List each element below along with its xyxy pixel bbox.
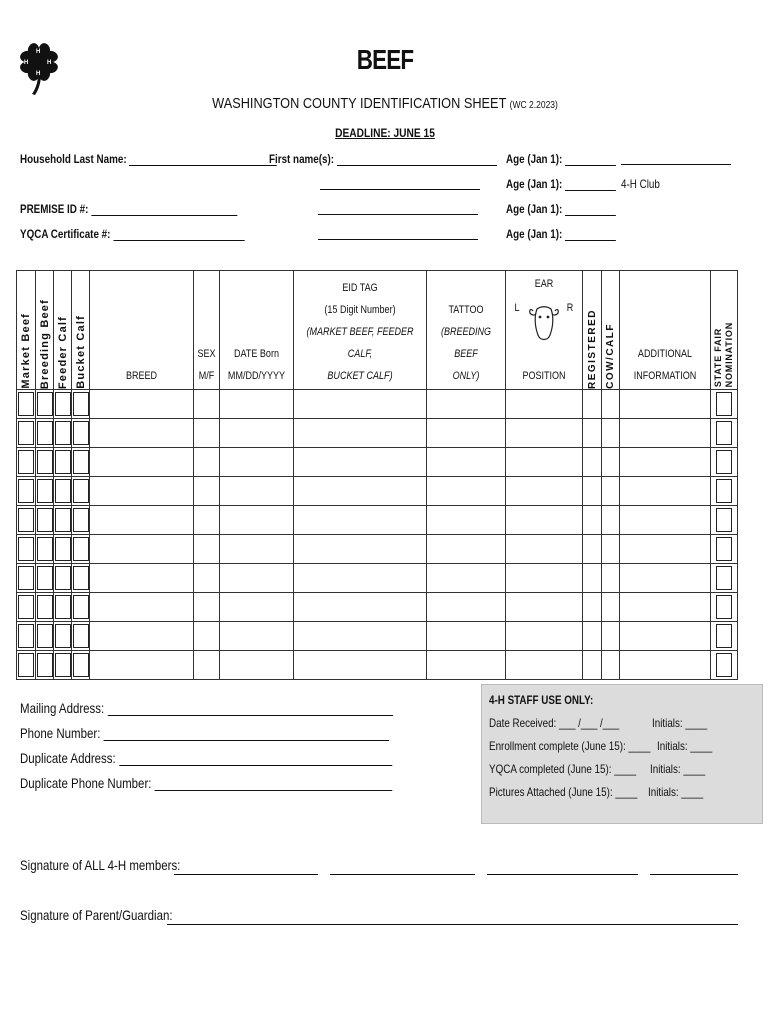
checkbox-cell[interactable]	[711, 419, 738, 448]
form-title: BEEF	[356, 44, 414, 75]
input-cell[interactable]	[220, 651, 294, 680]
checkbox[interactable]	[73, 566, 89, 590]
input-cell[interactable]	[220, 622, 294, 651]
checkbox-cell[interactable]	[54, 506, 72, 535]
input-cell[interactable]	[620, 419, 711, 448]
checkbox[interactable]	[55, 595, 71, 619]
col-cow-calf: COW/CALF	[602, 271, 620, 390]
checkbox-cell[interactable]	[72, 651, 90, 680]
input-cell[interactable]	[427, 477, 506, 506]
club-label: 4-H Club	[621, 177, 660, 191]
member-signature-line-2[interactable]	[330, 874, 475, 875]
input-cell[interactable]	[506, 622, 583, 651]
checkbox-cell[interactable]	[72, 506, 90, 535]
input-cell[interactable]	[294, 651, 427, 680]
input-cell[interactable]	[194, 448, 220, 477]
input-cell[interactable]	[294, 477, 427, 506]
first-name-line-4[interactable]	[318, 228, 478, 240]
age-field-3[interactable]: Age (Jan 1):	[506, 202, 616, 216]
checkbox-cell[interactable]	[54, 651, 72, 680]
first-names-field[interactable]: First name(s):	[269, 152, 497, 166]
checkbox[interactable]	[55, 392, 71, 416]
parent-signature-label: Signature of Parent/Guardian:	[20, 907, 173, 923]
parent-signature-line[interactable]	[167, 924, 738, 925]
checkbox-cell[interactable]	[36, 622, 54, 651]
input-cell[interactable]	[427, 651, 506, 680]
checkbox[interactable]	[73, 479, 89, 503]
checkbox[interactable]	[37, 653, 53, 677]
checkbox-cell[interactable]	[17, 593, 36, 622]
input-cell[interactable]	[90, 622, 194, 651]
duplicate-address-field[interactable]: Duplicate Address:	[20, 750, 392, 766]
svg-text:H: H	[24, 60, 29, 66]
four-h-clover-logo	[14, 38, 64, 96]
age-field-2[interactable]: Age (Jan 1):	[506, 177, 616, 191]
input-cell[interactable]	[294, 506, 427, 535]
input-cell[interactable]	[294, 593, 427, 622]
input-cell[interactable]	[602, 506, 620, 535]
checkbox[interactable]	[55, 421, 71, 445]
input-cell[interactable]	[194, 564, 220, 593]
checkbox[interactable]	[18, 450, 34, 474]
input-cell[interactable]	[506, 593, 583, 622]
initials-4: Initials: ____	[648, 785, 704, 799]
checkbox[interactable]	[37, 537, 53, 561]
state-fair-line-2: NOMINATION	[724, 321, 734, 387]
checkbox[interactable]	[55, 566, 71, 590]
svg-text:H: H	[36, 71, 41, 77]
input-cell[interactable]	[194, 419, 220, 448]
checkbox[interactable]	[37, 508, 53, 532]
checkbox[interactable]	[37, 595, 53, 619]
input-cell[interactable]	[427, 593, 506, 622]
input-cell[interactable]	[294, 535, 427, 564]
checkbox-cell[interactable]	[17, 477, 36, 506]
premise-id-field[interactable]: PREMISE ID #:	[20, 202, 237, 216]
checkbox-cell[interactable]	[711, 622, 738, 651]
input-cell[interactable]	[427, 506, 506, 535]
input-cell[interactable]	[583, 506, 602, 535]
checkbox-cell[interactable]	[72, 564, 90, 593]
table-row	[17, 622, 738, 651]
input-cell[interactable]	[506, 506, 583, 535]
input-cell[interactable]	[90, 419, 194, 448]
input-cell[interactable]	[220, 564, 294, 593]
cow-head-icon	[529, 305, 559, 351]
checkbox-cell[interactable]	[17, 535, 36, 564]
checkbox[interactable]	[73, 595, 89, 619]
checkbox[interactable]	[55, 624, 71, 648]
input-cell[interactable]	[220, 390, 294, 419]
member-signature-line-1[interactable]	[174, 874, 318, 875]
input-cell[interactable]	[194, 651, 220, 680]
col-tattoo: TATTOO (BREEDING BEEF ONLY)	[427, 271, 506, 390]
member-signature-line-3[interactable]	[487, 874, 638, 875]
checkbox[interactable]	[55, 479, 71, 503]
checkbox[interactable]	[18, 537, 34, 561]
checkbox-cell[interactable]	[36, 477, 54, 506]
col-sex: SEX M/F	[194, 271, 220, 390]
checkbox[interactable]	[73, 450, 89, 474]
checkbox-cell[interactable]	[36, 535, 54, 564]
checkbox-cell[interactable]	[54, 535, 72, 564]
checkbox-cell[interactable]	[17, 622, 36, 651]
input-cell[interactable]	[427, 419, 506, 448]
col-additional-info: ADDITIONAL INFORMATION	[620, 271, 711, 390]
checkbox-cell[interactable]	[711, 506, 738, 535]
checkbox[interactable]	[18, 421, 34, 445]
checkbox[interactable]	[37, 421, 53, 445]
ear-left-label: L	[514, 302, 520, 314]
input-cell[interactable]	[583, 651, 602, 680]
checkbox-cell[interactable]	[17, 419, 36, 448]
checkbox[interactable]	[716, 421, 732, 445]
checkbox-cell[interactable]	[711, 390, 738, 419]
input-cell[interactable]	[294, 419, 427, 448]
col-breeding-beef: Breeding Beef	[36, 271, 54, 390]
initials-3: Initials: ____	[650, 762, 706, 776]
input-cell[interactable]	[602, 419, 620, 448]
duplicate-phone-field[interactable]: Duplicate Phone Number:	[20, 775, 392, 791]
checkbox[interactable]	[37, 566, 53, 590]
input-cell[interactable]	[194, 593, 220, 622]
input-cell[interactable]	[90, 506, 194, 535]
checkbox[interactable]	[18, 392, 34, 416]
input-cell[interactable]	[620, 448, 711, 477]
input-cell[interactable]	[583, 593, 602, 622]
checkbox[interactable]	[73, 624, 89, 648]
table-row	[17, 593, 738, 622]
staff-use-box	[481, 684, 763, 824]
input-cell[interactable]	[294, 390, 427, 419]
checkbox-cell[interactable]	[36, 593, 54, 622]
checkbox[interactable]	[716, 595, 732, 619]
input-cell[interactable]	[194, 477, 220, 506]
input-cell[interactable]	[620, 622, 711, 651]
checkbox[interactable]	[716, 392, 732, 416]
table-row	[17, 506, 738, 535]
input-cell[interactable]	[90, 651, 194, 680]
checkbox-cell[interactable]	[36, 564, 54, 593]
checkbox-cell[interactable]	[711, 651, 738, 680]
mailing-address-field[interactable]: Mailing Address:	[20, 700, 393, 716]
checkbox[interactable]	[716, 508, 732, 532]
input-cell[interactable]	[620, 593, 711, 622]
checkbox-cell[interactable]	[36, 651, 54, 680]
form-subtitle: WASHINGTON COUNTY IDENTIFICATION SHEET (WC 2.2023)	[212, 95, 558, 112]
input-cell[interactable]	[220, 506, 294, 535]
household-last-name-field[interactable]: Household Last Name:	[20, 152, 277, 166]
input-cell[interactable]	[90, 390, 194, 419]
input-cell[interactable]	[194, 390, 220, 419]
col-state-fair: STATE FAIR NOMINATION	[711, 271, 738, 390]
checkbox[interactable]	[716, 450, 732, 474]
deadline: DEADLINE: JUNE 15	[335, 126, 435, 140]
checkbox-cell[interactable]	[36, 419, 54, 448]
input-cell[interactable]	[583, 622, 602, 651]
input-cell[interactable]	[583, 535, 602, 564]
checkbox[interactable]	[18, 595, 34, 619]
input-cell[interactable]	[294, 622, 427, 651]
input-cell[interactable]	[220, 593, 294, 622]
staff-title: 4-H STAFF USE ONLY:	[489, 693, 594, 707]
input-cell[interactable]	[90, 448, 194, 477]
input-cell[interactable]	[620, 535, 711, 564]
checkbox[interactable]	[73, 508, 89, 532]
table-row	[17, 477, 738, 506]
input-cell[interactable]	[427, 564, 506, 593]
date-received: Date Received: ___ /___ /___	[489, 716, 620, 730]
input-cell[interactable]	[602, 477, 620, 506]
checkbox-cell[interactable]	[54, 448, 72, 477]
checkbox-cell[interactable]	[711, 477, 738, 506]
checkbox[interactable]	[716, 479, 732, 503]
checkbox[interactable]	[55, 450, 71, 474]
input-cell[interactable]	[506, 564, 583, 593]
table-row	[17, 448, 738, 477]
checkbox-cell[interactable]	[36, 448, 54, 477]
checkbox[interactable]	[37, 450, 53, 474]
club-input-line[interactable]	[621, 153, 731, 165]
initials-2: Initials: ____	[657, 739, 713, 753]
input-cell[interactable]	[602, 651, 620, 680]
input-cell[interactable]	[620, 506, 711, 535]
col-market-beef: Market Beef	[17, 271, 36, 390]
input-cell[interactable]	[194, 535, 220, 564]
input-cell[interactable]	[294, 448, 427, 477]
checkbox[interactable]	[73, 537, 89, 561]
input-cell[interactable]	[506, 419, 583, 448]
input-cell[interactable]	[583, 448, 602, 477]
checkbox-cell[interactable]	[72, 622, 90, 651]
checkbox[interactable]	[55, 537, 71, 561]
input-cell[interactable]	[602, 390, 620, 419]
checkbox[interactable]	[73, 392, 89, 416]
input-cell[interactable]	[506, 477, 583, 506]
input-cell[interactable]	[506, 448, 583, 477]
checkbox[interactable]	[18, 653, 34, 677]
checkbox-cell[interactable]	[711, 593, 738, 622]
checkbox-cell[interactable]	[54, 622, 72, 651]
checkbox-cell[interactable]	[17, 390, 36, 419]
animal-table	[16, 270, 738, 680]
checkbox-cell[interactable]	[72, 390, 90, 419]
checkbox-cell[interactable]	[72, 535, 90, 564]
col-breed: BREED	[90, 271, 194, 390]
enrollment-complete: Enrollment complete (June 15): ____	[489, 739, 651, 753]
checkbox-cell[interactable]	[711, 448, 738, 477]
input-cell[interactable]	[506, 390, 583, 419]
input-cell[interactable]	[220, 419, 294, 448]
yqca-cert-field[interactable]: YQCA Certificate #:	[20, 227, 244, 241]
checkbox-cell[interactable]	[72, 419, 90, 448]
checkbox-cell[interactable]	[72, 477, 90, 506]
input-cell[interactable]	[620, 477, 711, 506]
input-cell[interactable]	[90, 593, 194, 622]
input-cell[interactable]	[602, 564, 620, 593]
input-cell[interactable]	[427, 390, 506, 419]
checkbox[interactable]	[37, 624, 53, 648]
checkbox-cell[interactable]	[36, 506, 54, 535]
input-cell[interactable]	[427, 448, 506, 477]
checkbox[interactable]	[73, 421, 89, 445]
phone-number-field[interactable]: Phone Number:	[20, 725, 389, 741]
input-cell[interactable]	[194, 506, 220, 535]
checkbox-cell[interactable]	[17, 651, 36, 680]
checkbox-cell[interactable]	[36, 390, 54, 419]
age-field-4[interactable]: Age (Jan 1):	[506, 227, 616, 241]
input-cell[interactable]	[583, 419, 602, 448]
checkbox[interactable]	[73, 653, 89, 677]
input-cell[interactable]	[506, 535, 583, 564]
first-name-line-2[interactable]	[320, 178, 480, 190]
svg-text:H: H	[36, 49, 41, 55]
form-code: (WC 2.2023)	[509, 100, 558, 111]
input-cell[interactable]	[427, 622, 506, 651]
checkbox[interactable]	[716, 624, 732, 648]
input-cell[interactable]	[583, 390, 602, 419]
checkbox-cell[interactable]	[72, 448, 90, 477]
input-cell[interactable]	[620, 564, 711, 593]
checkbox[interactable]	[18, 566, 34, 590]
checkbox-cell[interactable]	[72, 593, 90, 622]
checkbox[interactable]	[55, 653, 71, 677]
checkbox[interactable]	[18, 508, 34, 532]
input-cell[interactable]	[90, 564, 194, 593]
initials-1: Initials: ____	[652, 716, 708, 730]
checkbox-cell[interactable]	[711, 564, 738, 593]
col-bucket-calf: Bucket Calf	[72, 271, 90, 390]
checkbox-cell[interactable]	[17, 448, 36, 477]
col-feeder-calf: Feeder Calf	[54, 271, 72, 390]
col-registered: REGISTERED	[583, 271, 602, 390]
checkbox-cell[interactable]	[54, 564, 72, 593]
table-row	[17, 390, 738, 419]
checkbox-cell[interactable]	[54, 390, 72, 419]
input-cell[interactable]	[620, 390, 711, 419]
input-cell[interactable]	[294, 564, 427, 593]
input-cell[interactable]	[620, 651, 711, 680]
input-cell[interactable]	[90, 477, 194, 506]
input-cell[interactable]	[602, 535, 620, 564]
checkbox-cell[interactable]	[17, 564, 36, 593]
col-ear-position: EAR L R POSITION	[506, 271, 583, 390]
input-cell[interactable]	[583, 477, 602, 506]
table-row	[17, 564, 738, 593]
checkbox[interactable]	[37, 479, 53, 503]
input-cell[interactable]	[506, 651, 583, 680]
member-signature-label: Signature of ALL 4-H members:	[20, 857, 181, 873]
first-name-line-3[interactable]	[318, 203, 478, 215]
checkbox-cell[interactable]	[54, 419, 72, 448]
checkbox[interactable]	[716, 537, 732, 561]
input-cell[interactable]	[220, 477, 294, 506]
checkbox[interactable]	[18, 479, 34, 503]
input-cell[interactable]	[90, 535, 194, 564]
col-eid-tag: EID TAG (15 Digit Number) (MARKET BEEF, FEEDER CALF, BUCKET CALF)	[294, 271, 427, 390]
table-row	[17, 651, 738, 680]
member-signature-line-4[interactable]	[650, 874, 738, 875]
checkbox[interactable]	[18, 624, 34, 648]
pictures-attached: Pictures Attached (June 15): ____	[489, 785, 638, 799]
checkbox[interactable]	[37, 392, 53, 416]
input-cell[interactable]	[602, 448, 620, 477]
table-row	[17, 535, 738, 564]
ear-right-label: R	[566, 302, 574, 314]
checkbox[interactable]	[716, 653, 732, 677]
input-cell[interactable]	[583, 564, 602, 593]
svg-text:H: H	[47, 60, 52, 66]
col-date-born: DATE Born MM/DD/YYYY	[220, 271, 294, 390]
input-cell[interactable]	[427, 535, 506, 564]
checkbox-cell[interactable]	[54, 593, 72, 622]
table-row	[17, 419, 738, 448]
yqca-completed: YQCA completed (June 15): ____	[489, 762, 637, 776]
input-cell[interactable]	[194, 622, 220, 651]
age-field-1[interactable]: Age (Jan 1):	[506, 152, 616, 166]
input-cell[interactable]	[602, 622, 620, 651]
input-cell[interactable]	[220, 448, 294, 477]
checkbox-cell[interactable]	[17, 506, 36, 535]
checkbox[interactable]	[55, 508, 71, 532]
input-cell[interactable]	[220, 535, 294, 564]
input-cell[interactable]	[602, 593, 620, 622]
checkbox-cell[interactable]	[711, 535, 738, 564]
table-header-row	[17, 271, 738, 390]
checkbox[interactable]	[716, 566, 732, 590]
checkbox-cell[interactable]	[54, 477, 72, 506]
